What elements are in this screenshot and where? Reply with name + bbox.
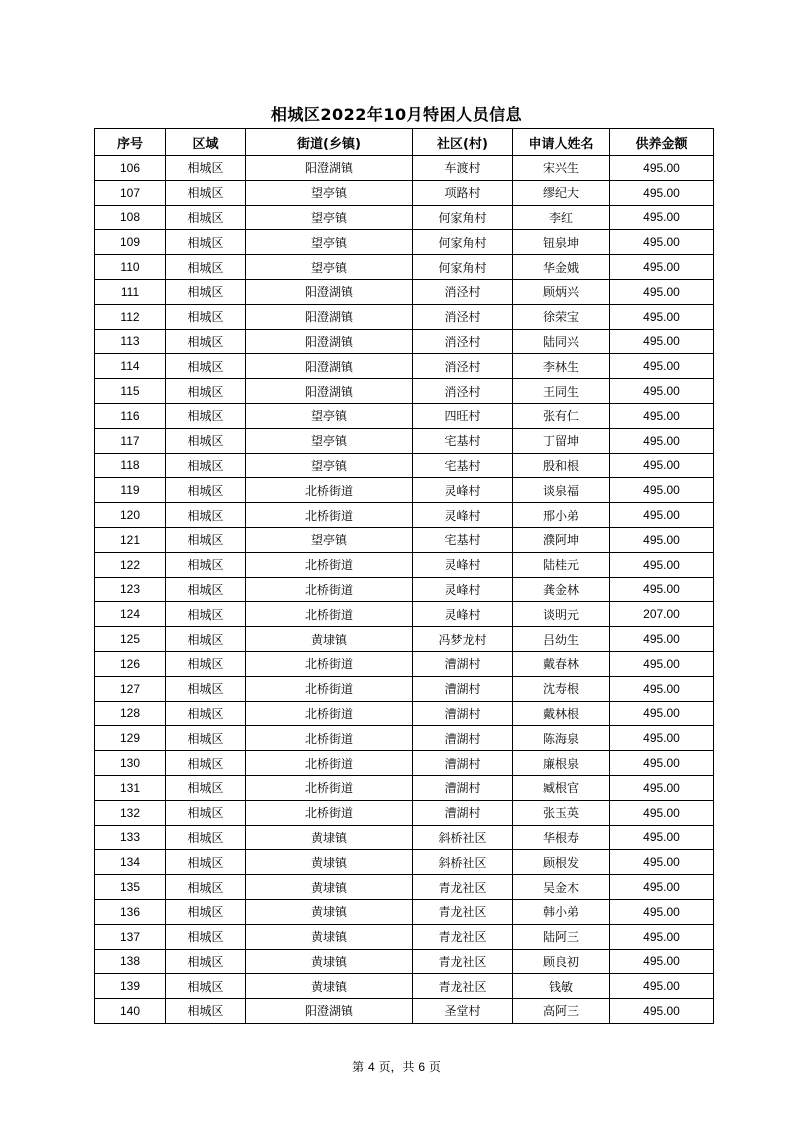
serial-cell: 126 (95, 651, 166, 676)
community-cell: 斜桥社区 (413, 825, 513, 850)
applicant-name-cell: 陆阿三 (513, 924, 610, 949)
amount-cell: 495.00 (610, 255, 714, 280)
community-cell: 项路村 (413, 180, 513, 205)
serial-cell: 114 (95, 354, 166, 379)
community-cell: 消泾村 (413, 354, 513, 379)
street-cell: 望亭镇 (246, 403, 413, 428)
applicant-name-cell: 徐荣宝 (513, 304, 610, 329)
district-cell: 相城区 (166, 850, 246, 875)
amount-cell: 495.00 (610, 899, 714, 924)
district-cell: 相城区 (166, 899, 246, 924)
community-cell: 何家角村 (413, 205, 513, 230)
district-cell: 相城区 (166, 329, 246, 354)
district-cell: 相城区 (166, 701, 246, 726)
serial-cell: 110 (95, 255, 166, 280)
table-row (95, 800, 714, 825)
serial-cell: 106 (95, 156, 166, 181)
community-cell: 圣堂村 (413, 999, 513, 1024)
applicant-name-cell: 钮泉坤 (513, 230, 610, 255)
footer-prefix: 第 (352, 1060, 365, 1074)
community-cell: 青龙社区 (413, 924, 513, 949)
amount-cell: 495.00 (610, 800, 714, 825)
district-cell: 相城区 (166, 949, 246, 974)
table-row (95, 180, 714, 205)
district-cell: 相城区 (166, 527, 246, 552)
community-cell: 漕湖村 (413, 701, 513, 726)
table-row (95, 875, 714, 900)
amount-cell: 495.00 (610, 651, 714, 676)
community-cell: 漕湖村 (413, 751, 513, 776)
street-cell: 望亭镇 (246, 428, 413, 453)
applicant-name-cell: 濮阿坤 (513, 527, 610, 552)
applicant-name-cell: 臧根官 (513, 775, 610, 800)
amount-cell: 495.00 (610, 999, 714, 1024)
district-cell: 相城区 (166, 676, 246, 701)
serial-cell: 136 (95, 899, 166, 924)
serial-cell: 140 (95, 999, 166, 1024)
community-cell: 何家角村 (413, 230, 513, 255)
applicant-name-cell: 陆桂元 (513, 552, 610, 577)
table-row (95, 379, 714, 404)
amount-cell: 495.00 (610, 304, 714, 329)
community-cell: 消泾村 (413, 329, 513, 354)
table-row (95, 825, 714, 850)
street-cell: 北桥街道 (246, 503, 413, 528)
amount-cell: 495.00 (610, 676, 714, 701)
applicant-name-cell: 钱敏 (513, 974, 610, 999)
serial-cell: 107 (95, 180, 166, 205)
street-cell: 北桥街道 (246, 676, 413, 701)
serial-cell: 120 (95, 503, 166, 528)
serial-cell: 134 (95, 850, 166, 875)
applicant-name-cell: 顾炳兴 (513, 279, 610, 304)
applicant-name-cell: 戴春林 (513, 651, 610, 676)
community-cell: 灵峰村 (413, 503, 513, 528)
total-page-number: 6 (418, 1060, 426, 1074)
district-cell: 相城区 (166, 552, 246, 577)
amount-cell: 495.00 (610, 701, 714, 726)
amount-cell: 495.00 (610, 403, 714, 428)
community-cell: 车渡村 (413, 156, 513, 181)
district-cell: 相城区 (166, 503, 246, 528)
community-cell: 宅基村 (413, 428, 513, 453)
serial-cell: 127 (95, 676, 166, 701)
table-row (95, 552, 714, 577)
community-cell: 宅基村 (413, 527, 513, 552)
amount-cell: 495.00 (610, 850, 714, 875)
district-cell: 相城区 (166, 775, 246, 800)
serial-cell: 135 (95, 875, 166, 900)
amount-cell: 495.00 (610, 156, 714, 181)
applicant-name-cell: 戴林根 (513, 701, 610, 726)
column-header-community: 社区(村) (413, 129, 513, 156)
district-cell: 相城区 (166, 205, 246, 230)
serial-cell: 123 (95, 577, 166, 602)
amount-cell: 495.00 (610, 478, 714, 503)
table-row (95, 949, 714, 974)
street-cell: 北桥街道 (246, 602, 413, 627)
applicant-name-cell: 邢小弟 (513, 503, 610, 528)
amount-cell: 495.00 (610, 577, 714, 602)
district-cell: 相城区 (166, 180, 246, 205)
community-cell: 灵峰村 (413, 478, 513, 503)
street-cell: 北桥街道 (246, 577, 413, 602)
amount-cell: 495.00 (610, 329, 714, 354)
community-cell: 漕湖村 (413, 775, 513, 800)
table-row (95, 205, 714, 230)
community-cell: 灵峰村 (413, 552, 513, 577)
district-cell: 相城区 (166, 478, 246, 503)
amount-cell: 495.00 (610, 949, 714, 974)
district-cell: 相城区 (166, 403, 246, 428)
serial-cell: 139 (95, 974, 166, 999)
street-cell: 望亭镇 (246, 230, 413, 255)
table-row (95, 602, 714, 627)
district-cell: 相城区 (166, 751, 246, 776)
district-cell: 相城区 (166, 354, 246, 379)
column-header-amount: 供养金额 (610, 129, 714, 156)
street-cell: 望亭镇 (246, 205, 413, 230)
amount-cell: 495.00 (610, 354, 714, 379)
community-cell: 青龙社区 (413, 899, 513, 924)
table-row (95, 503, 714, 528)
table-header-row (95, 129, 714, 156)
table-row (95, 329, 714, 354)
table-body (95, 156, 714, 1024)
street-cell: 北桥街道 (246, 478, 413, 503)
serial-cell: 137 (95, 924, 166, 949)
serial-cell: 122 (95, 552, 166, 577)
amount-cell: 495.00 (610, 627, 714, 652)
table-row (95, 478, 714, 503)
district-cell: 相城区 (166, 974, 246, 999)
serial-cell: 138 (95, 949, 166, 974)
applicant-name-cell: 华金娥 (513, 255, 610, 280)
applicant-name-cell: 高阿三 (513, 999, 610, 1024)
column-header-applicant: 申请人姓名 (513, 129, 610, 156)
community-cell: 漕湖村 (413, 651, 513, 676)
community-cell: 灵峰村 (413, 577, 513, 602)
community-cell: 漕湖村 (413, 726, 513, 751)
applicant-name-cell: 沈寿根 (513, 676, 610, 701)
amount-cell: 495.00 (610, 775, 714, 800)
serial-cell: 128 (95, 701, 166, 726)
applicant-name-cell: 李林生 (513, 354, 610, 379)
table-row (95, 850, 714, 875)
serial-cell: 131 (95, 775, 166, 800)
applicant-name-cell: 廉根泉 (513, 751, 610, 776)
amount-cell: 495.00 (610, 503, 714, 528)
street-cell: 阳澄湖镇 (246, 279, 413, 304)
table-row (95, 304, 714, 329)
amount-cell: 495.00 (610, 453, 714, 478)
amount-cell: 495.00 (610, 875, 714, 900)
street-cell: 北桥街道 (246, 800, 413, 825)
serial-cell: 117 (95, 428, 166, 453)
amount-cell: 495.00 (610, 230, 714, 255)
serial-cell: 133 (95, 825, 166, 850)
street-cell: 黄埭镇 (246, 974, 413, 999)
community-cell: 青龙社区 (413, 949, 513, 974)
table-row (95, 627, 714, 652)
serial-cell: 108 (95, 205, 166, 230)
district-cell: 相城区 (166, 156, 246, 181)
street-cell: 望亭镇 (246, 453, 413, 478)
street-cell: 阳澄湖镇 (246, 304, 413, 329)
applicant-name-cell: 张玉英 (513, 800, 610, 825)
amount-cell: 495.00 (610, 527, 714, 552)
table-row (95, 999, 714, 1024)
serial-cell: 112 (95, 304, 166, 329)
district-cell: 相城区 (166, 255, 246, 280)
street-cell: 北桥街道 (246, 726, 413, 751)
community-cell: 消泾村 (413, 379, 513, 404)
column-header-serial: 序号 (95, 129, 166, 156)
district-cell: 相城区 (166, 230, 246, 255)
street-cell: 黄埭镇 (246, 949, 413, 974)
amount-cell: 495.00 (610, 924, 714, 949)
street-cell: 阳澄湖镇 (246, 329, 413, 354)
serial-cell: 132 (95, 800, 166, 825)
district-cell: 相城区 (166, 825, 246, 850)
street-cell: 阳澄湖镇 (246, 156, 413, 181)
applicant-name-cell: 谈明元 (513, 602, 610, 627)
street-cell: 阳澄湖镇 (246, 379, 413, 404)
district-cell: 相城区 (166, 602, 246, 627)
applicant-name-cell: 陈海泉 (513, 726, 610, 751)
street-cell: 黄埭镇 (246, 875, 413, 900)
district-cell: 相城区 (166, 875, 246, 900)
applicant-name-cell: 顾良初 (513, 949, 610, 974)
applicant-name-cell: 吕幼生 (513, 627, 610, 652)
community-cell: 消泾村 (413, 279, 513, 304)
district-cell: 相城区 (166, 453, 246, 478)
street-cell: 北桥街道 (246, 751, 413, 776)
street-cell: 北桥街道 (246, 775, 413, 800)
footer-middle: 页，共 (378, 1060, 415, 1074)
district-cell: 相城区 (166, 726, 246, 751)
serial-cell: 115 (95, 379, 166, 404)
amount-cell: 495.00 (610, 379, 714, 404)
amount-cell: 495.00 (610, 751, 714, 776)
applicant-name-cell: 龚金林 (513, 577, 610, 602)
serial-cell: 129 (95, 726, 166, 751)
district-cell: 相城区 (166, 924, 246, 949)
column-header-street: 街道(乡镇) (246, 129, 413, 156)
document-title: 相城区2022年10月特困人员信息 (270, 105, 523, 124)
applicant-name-cell: 宋兴生 (513, 156, 610, 181)
community-cell: 灵峰村 (413, 602, 513, 627)
street-cell: 望亭镇 (246, 180, 413, 205)
community-cell: 斜桥社区 (413, 850, 513, 875)
district-cell: 相城区 (166, 999, 246, 1024)
table-row (95, 428, 714, 453)
table-row (95, 701, 714, 726)
applicant-name-cell: 吴金木 (513, 875, 610, 900)
amount-cell: 495.00 (610, 825, 714, 850)
table-row (95, 775, 714, 800)
table-row (95, 577, 714, 602)
table-row (95, 403, 714, 428)
serial-cell: 118 (95, 453, 166, 478)
applicant-name-cell: 王同生 (513, 379, 610, 404)
amount-cell: 495.00 (610, 279, 714, 304)
serial-cell: 109 (95, 230, 166, 255)
applicant-name-cell: 谈泉福 (513, 478, 610, 503)
table-row (95, 651, 714, 676)
street-cell: 望亭镇 (246, 527, 413, 552)
applicant-name-cell: 顾根发 (513, 850, 610, 875)
street-cell: 阳澄湖镇 (246, 999, 413, 1024)
serial-cell: 113 (95, 329, 166, 354)
serial-cell: 130 (95, 751, 166, 776)
assistance-table (94, 128, 714, 1024)
district-cell: 相城区 (166, 304, 246, 329)
street-cell: 黄埭镇 (246, 850, 413, 875)
table-row (95, 255, 714, 280)
table-row (95, 279, 714, 304)
community-cell: 消泾村 (413, 304, 513, 329)
applicant-name-cell: 张有仁 (513, 403, 610, 428)
community-cell: 青龙社区 (413, 875, 513, 900)
applicant-name-cell: 殷和根 (513, 453, 610, 478)
serial-cell: 124 (95, 602, 166, 627)
amount-cell: 495.00 (610, 205, 714, 230)
table-row (95, 726, 714, 751)
district-cell: 相城区 (166, 627, 246, 652)
serial-cell: 111 (95, 279, 166, 304)
community-cell: 漕湖村 (413, 676, 513, 701)
amount-cell: 495.00 (610, 974, 714, 999)
community-cell: 何家角村 (413, 255, 513, 280)
amount-cell: 495.00 (610, 180, 714, 205)
column-header-district: 区域 (166, 129, 246, 156)
table-row (95, 230, 714, 255)
district-cell: 相城区 (166, 428, 246, 453)
table-row (95, 453, 714, 478)
table-row (95, 974, 714, 999)
district-cell: 相城区 (166, 279, 246, 304)
district-cell: 相城区 (166, 379, 246, 404)
serial-cell: 125 (95, 627, 166, 652)
community-cell: 漕湖村 (413, 800, 513, 825)
table-row (95, 354, 714, 379)
table-row (95, 156, 714, 181)
table-row (95, 899, 714, 924)
street-cell: 黄埭镇 (246, 899, 413, 924)
street-cell: 北桥街道 (246, 651, 413, 676)
applicant-name-cell: 丁留坤 (513, 428, 610, 453)
street-cell: 黄埭镇 (246, 825, 413, 850)
amount-cell: 495.00 (610, 428, 714, 453)
district-cell: 相城区 (166, 577, 246, 602)
footer-suffix: 页 (428, 1060, 441, 1074)
street-cell: 黄埭镇 (246, 924, 413, 949)
table-row (95, 676, 714, 701)
applicant-name-cell: 李红 (513, 205, 610, 230)
applicant-name-cell: 陆同兴 (513, 329, 610, 354)
applicant-name-cell: 韩小弟 (513, 899, 610, 924)
table-row (95, 527, 714, 552)
serial-cell: 119 (95, 478, 166, 503)
amount-cell: 495.00 (610, 552, 714, 577)
community-cell: 青龙社区 (413, 974, 513, 999)
serial-cell: 116 (95, 403, 166, 428)
district-cell: 相城区 (166, 800, 246, 825)
community-cell: 宅基村 (413, 453, 513, 478)
street-cell: 黄埭镇 (246, 627, 413, 652)
community-cell: 冯梦龙村 (413, 627, 513, 652)
district-cell: 相城区 (166, 651, 246, 676)
table-row (95, 924, 714, 949)
table-row (95, 751, 714, 776)
current-page-number: 4 (367, 1060, 375, 1074)
community-cell: 四旺村 (413, 403, 513, 428)
applicant-name-cell: 华根寿 (513, 825, 610, 850)
page-footer (0, 1058, 793, 1075)
applicant-name-cell: 缪纪大 (513, 180, 610, 205)
street-cell: 望亭镇 (246, 255, 413, 280)
street-cell: 北桥街道 (246, 552, 413, 577)
street-cell: 阳澄湖镇 (246, 354, 413, 379)
serial-cell: 121 (95, 527, 166, 552)
amount-cell: 495.00 (610, 726, 714, 751)
street-cell: 北桥街道 (246, 701, 413, 726)
amount-cell: 207.00 (610, 602, 714, 627)
